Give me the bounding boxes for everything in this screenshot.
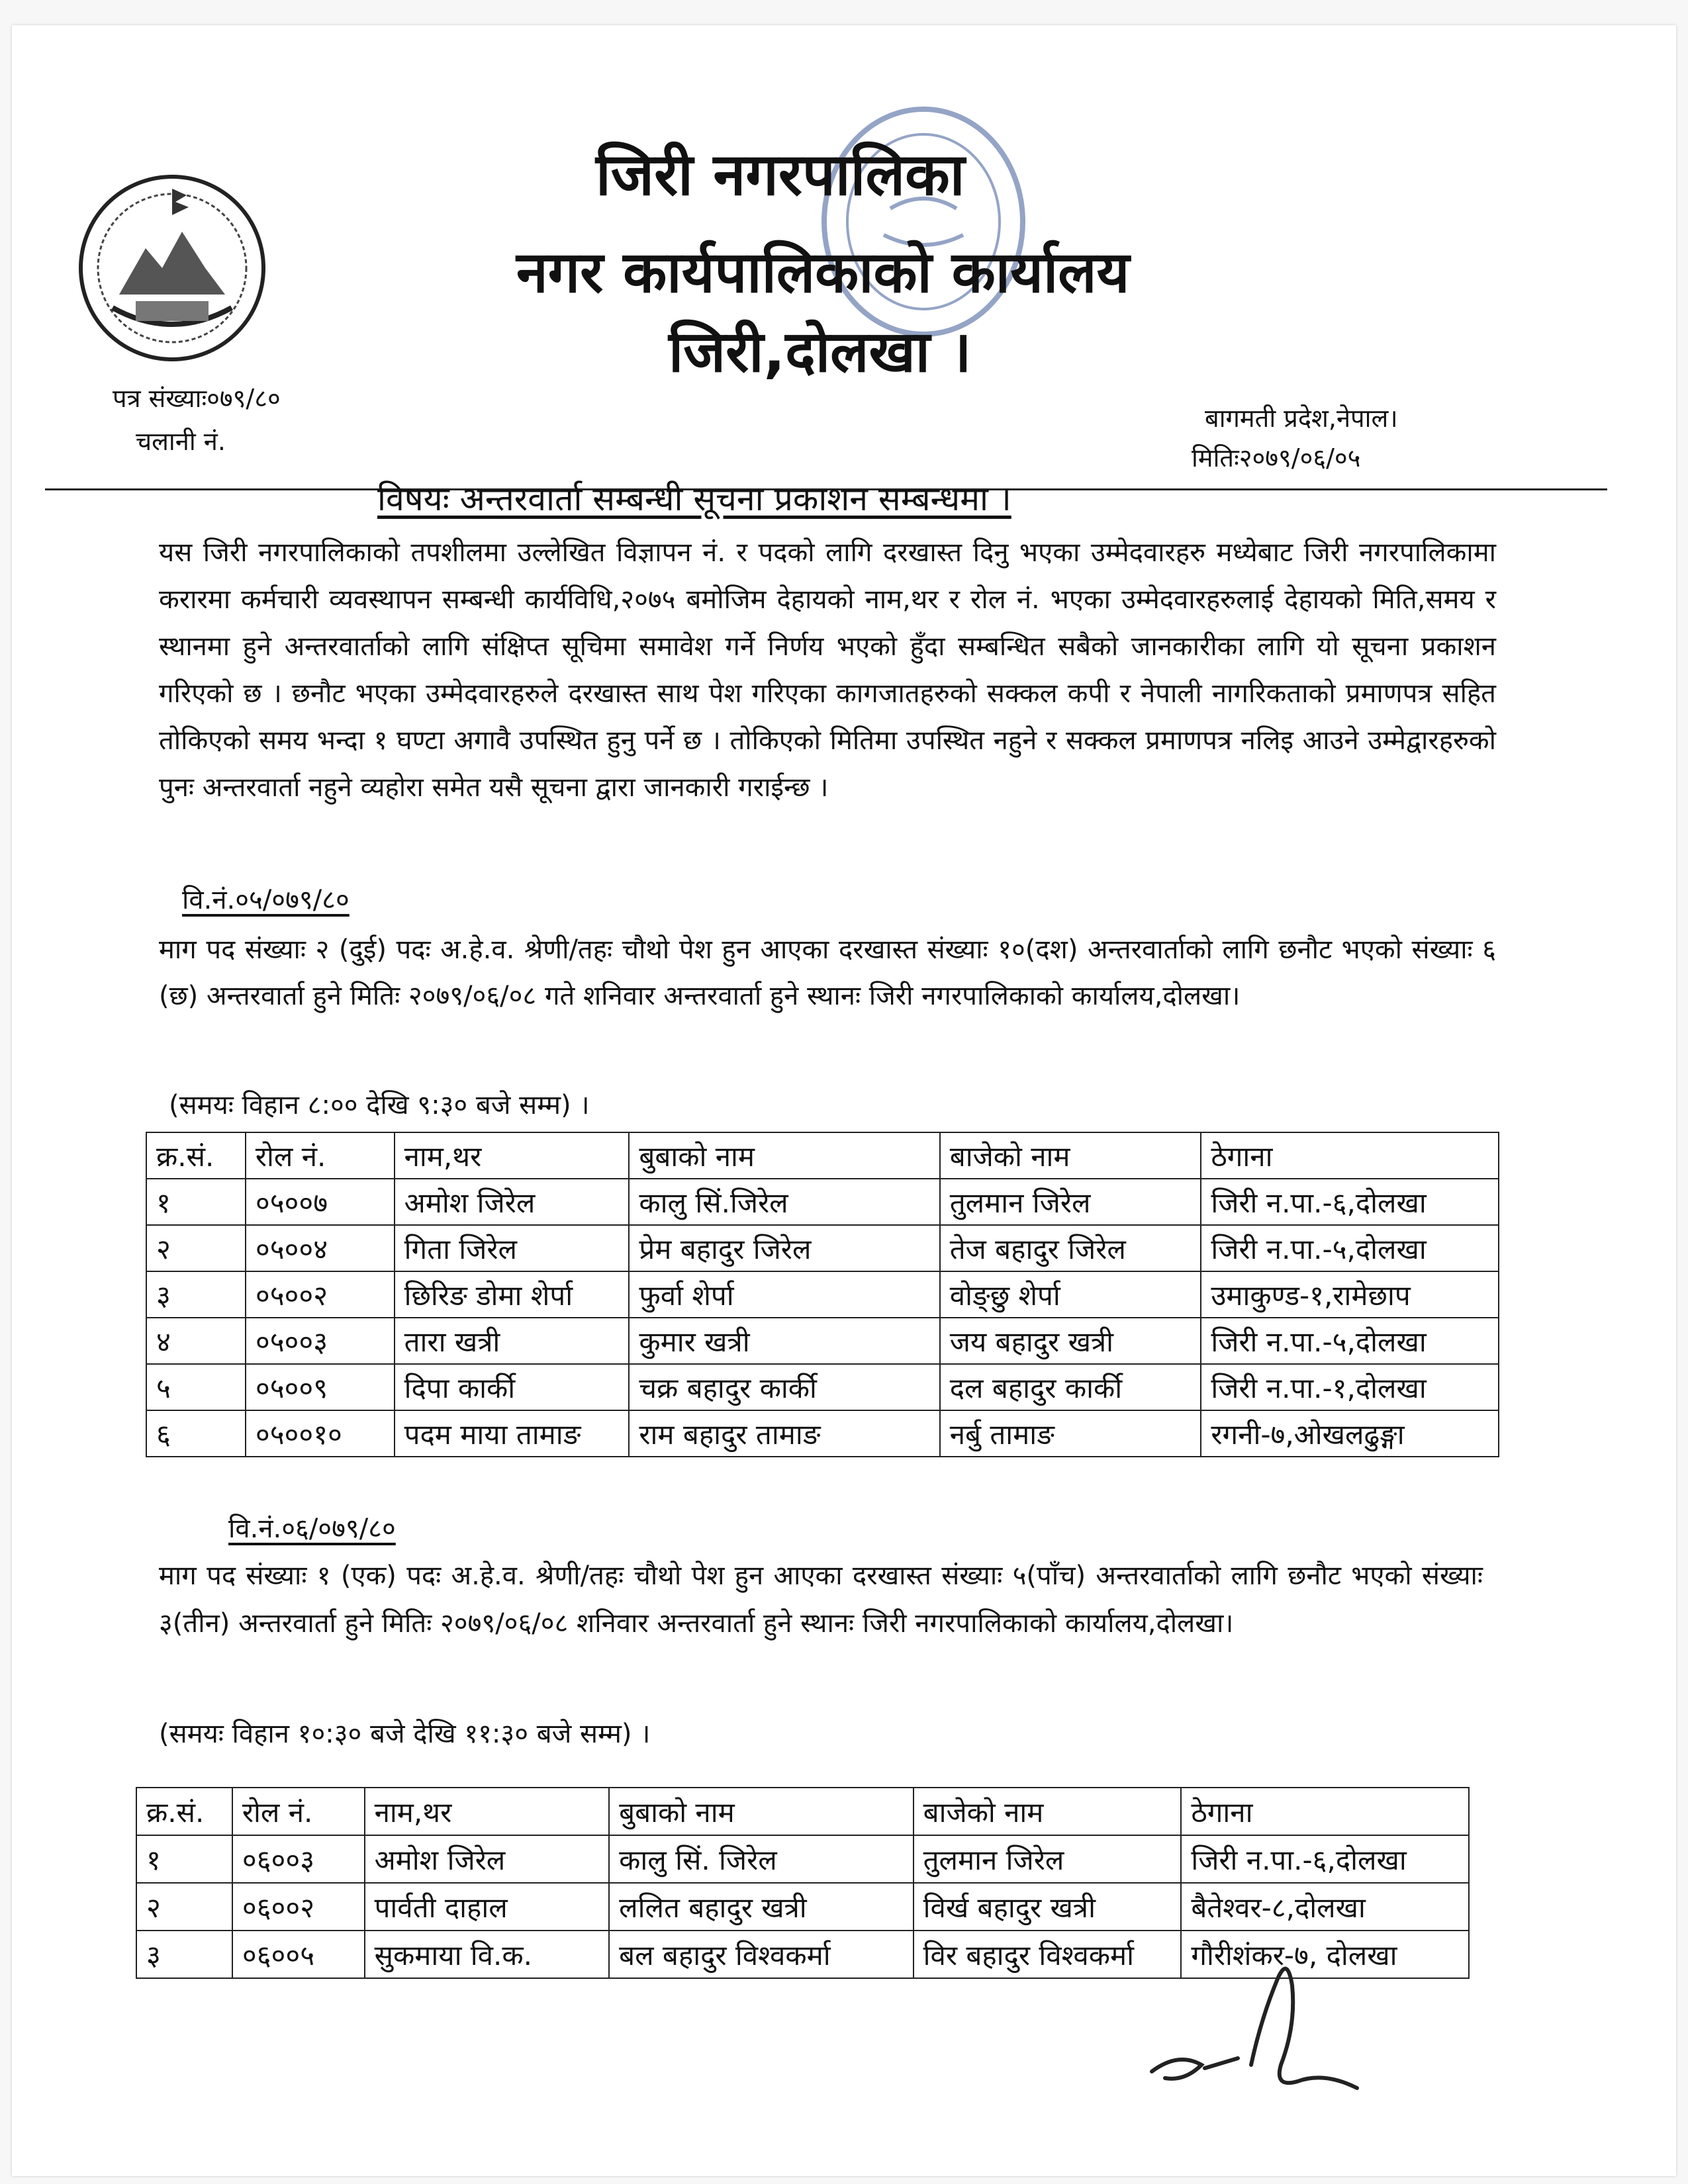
grandfather-name-cell: दल बहादुर कार्की (940, 1364, 1201, 1410)
table-row (146, 1179, 1499, 1225)
serial-cell: ३ (146, 1271, 246, 1318)
table-header-row (136, 1788, 1469, 1835)
column-header: क्र.सं. (146, 1132, 246, 1179)
notice-body: यस जिरी नगरपालिकाको तपशीलमा उल्लेखित विज्ञापन नं. र पदको लागि दरखास्त दिनु भएका उम्मेदवारहरु मध्येबाट जिरी नगरपालिकामा करारमा कर्मचारी व्यवस्थापन सम्बन्धी कार्यविधि,२०७५ बमोजिम देहायको नाम,थर र रोल नं. भएका उम्मेदवारहरुलाई देहायको मिति,समय र स्थानमा हुने अन्तरवार्ताको लागि संक्षिप्त सूचिमा समावेश गर्ने निर्णय भएको हुँदा सम्बन्धित सबैको जानकारीका लागि यो सूचना प्रकाशन गरिएको छ । छनौट भएका उम्मेदवारहरुले दरखास्त साथ पेश गरिएका कागजातहरुको सक्कल कपी र नेपाली नागरिकताको प्रमाणपत्र सहित तोकिएको समय भन्दा १ घण्टा अगावै उपस्थित हुनु पर्ने छ । तोकिएको मितिमा उपस्थित नहुने र सक्कल प्रमाणपत्र नलिइ आउने उम्मेद्वारहरुको पुनः अन्तरवार्ता नहुने व्यहोरा समेत यसै सूचना द्वारा जानकारी गराईन्छ । (159, 537, 1496, 803)
address-cell: रगनी-७,ओखलढुङ्गा (1201, 1410, 1499, 1457)
father-name-cell: कालु सिं.जिरेल (629, 1179, 939, 1225)
address-cell: जिरी न.पा.-६,दोलखा (1201, 1179, 1499, 1225)
interview-time: (समयः विहान ८:०० देखि ९:३० बजे सम्म) । (169, 1090, 590, 1120)
table-row (146, 1318, 1499, 1364)
serial-cell: २ (146, 1225, 246, 1271)
column-header: क्र.सं. (136, 1788, 232, 1835)
name-cell: अमोश जिरेल (395, 1179, 630, 1225)
name-cell: पार्वती दाहाल (365, 1883, 610, 1931)
candidate-table (146, 1132, 1499, 1457)
roll-no-cell: ०५००७ (246, 1179, 395, 1225)
father-name-cell: राम बहादुर तामाङ (629, 1410, 939, 1457)
name-cell: तारा खत्री (395, 1318, 630, 1364)
father-name-cell: प्रेम बहादुर जिरेल (629, 1225, 939, 1271)
name-cell: सुकमाया वि.क. (365, 1931, 610, 1978)
serial-cell: ४ (146, 1318, 246, 1364)
roll-no-cell: ०६००५ (232, 1931, 365, 1978)
father-name-cell: कालु सिं. जिरेल (609, 1835, 913, 1883)
notice-subject: विषयः अन्तरवार्ता सम्बन्धी सूचना प्रकाशन सम्बन्धमा । (377, 480, 1011, 518)
father-name-cell: चक्र बहादुर कार्की (629, 1364, 939, 1410)
column-header: बाजेको नाम (914, 1788, 1182, 1835)
father-name-cell: फुर्वा शेर्पा (629, 1271, 939, 1318)
column-header: बुबाको नाम (609, 1788, 913, 1835)
column-header: बुबाको नाम (629, 1132, 939, 1179)
roll-no-cell: ०५००४ (246, 1225, 395, 1271)
serial-cell: २ (136, 1883, 232, 1931)
office-name-line3: जिरी,दोलखा । (669, 319, 972, 385)
father-name-cell: बल बहादुर विश्वकर्मा (609, 1931, 913, 1978)
address-cell: जिरी न.पा.-६,दोलखा (1181, 1835, 1469, 1883)
father-name-cell: कुमार खत्री (629, 1318, 939, 1364)
province-label: बागमती प्रदेश,नेपाल। (1205, 404, 1398, 433)
table-row (146, 1364, 1499, 1410)
column-header: रोल नं. (246, 1132, 395, 1179)
serial-cell: १ (146, 1179, 246, 1225)
grandfather-name-cell: तेज बहादुर जिरेल (940, 1225, 1201, 1271)
table-row (136, 1835, 1469, 1883)
column-header: ठेगाना (1201, 1132, 1499, 1179)
roll-no-cell: ०६००२ (232, 1883, 365, 1931)
table-row (146, 1225, 1499, 1271)
address-cell: बैतेश्वर-८,दोलखा (1181, 1883, 1469, 1931)
dispatch-number: चलानी नं. (136, 427, 226, 456)
name-cell: पदम माया तामाङ (395, 1410, 630, 1457)
column-header: नाम,थर (365, 1788, 610, 1835)
address-cell: जिरी न.पा.-५,दोलखा (1201, 1225, 1499, 1271)
serial-cell: ५ (146, 1364, 246, 1410)
name-cell: गिता जिरेल (395, 1225, 630, 1271)
grandfather-name-cell: विर बहादुर विश्वकर्मा (914, 1931, 1182, 1978)
roll-no-cell: ०५००३ (246, 1318, 395, 1364)
roll-no-cell: ०५००९ (246, 1364, 395, 1410)
office-name-line2: नगर कार्यपालिकाको कार्यालय (516, 240, 1130, 306)
advertisement-number: वि.नं.०५/०७९/८० (182, 885, 350, 915)
signature (1139, 1939, 1390, 2105)
column-header: नाम,थर (395, 1132, 630, 1179)
father-name-cell: ललित बहादुर खत्री (609, 1883, 913, 1931)
grandfather-name-cell: तुलमान जिरेल (940, 1179, 1201, 1225)
notice-date: मितिः२०७९/०६/०५ (1192, 443, 1361, 473)
advertisement-number: वि.नं.०६/०७९/८० (228, 1514, 396, 1544)
table-header-row (146, 1132, 1499, 1179)
roll-no-cell: ०६००३ (232, 1835, 365, 1883)
table-row (136, 1883, 1469, 1931)
advertisement-details: माग पद संख्याः १ (एक) पदः अ.हे.व. श्रेणी/तहः चौथो पेश हुन आएका दरखास्त संख्याः ५(पाँच) अन्तरवार्ताको लागि छनौट भएको संख्याः ३(तीन) अन्तरवार्ता हुने मितिः २०७९/०६/०८ शनिवार अन्तरवार्ता हुने स्थानः जिरी नगरपालिकाको कार्यालय,दोलखा। (159, 1561, 1483, 1639)
grandfather-name-cell: जय बहादुर खत्री (940, 1318, 1201, 1364)
name-cell: छिरिङ डोमा शेर्पा (395, 1271, 630, 1318)
nepal-emblem-icon (73, 169, 271, 367)
serial-cell: ६ (146, 1410, 246, 1457)
column-header: रोल नं. (232, 1788, 365, 1835)
roll-no-cell: ०५००२ (246, 1271, 395, 1318)
address-cell: उमाकुण्ड-१,रामेछाप (1201, 1271, 1499, 1318)
reference-number: पत्र संख्याः०७९/८० (113, 384, 281, 413)
roll-no-cell: ०५००१० (246, 1410, 395, 1457)
serial-cell: १ (136, 1835, 232, 1883)
grandfather-name-cell: वोङ्छु शेर्पा (940, 1271, 1201, 1318)
name-cell: दिपा कार्की (395, 1364, 630, 1410)
grandfather-name-cell: नर्बु तामाङ (940, 1410, 1201, 1457)
column-header: बाजेको नाम (940, 1132, 1201, 1179)
column-header: ठेगाना (1181, 1788, 1469, 1835)
name-cell: अमोश जिरेल (365, 1835, 610, 1883)
interview-time: (समयः विहान १०:३० बजे देखि ११:३० बजे सम्म) । (159, 1719, 651, 1749)
table-row (146, 1410, 1499, 1457)
address-cell: जिरी न.पा.-५,दोलखा (1201, 1318, 1499, 1364)
office-name-line1: जिरी नगरपालिका (596, 140, 965, 208)
grandfather-name-cell: विर्ख बहादुर खत्री (914, 1883, 1182, 1931)
table-row (146, 1271, 1499, 1318)
serial-cell: ३ (136, 1931, 232, 1978)
address-cell: गौरीशंकर-७, दोलखा (1181, 1931, 1469, 1978)
address-cell: जिरी न.पा.-१,दोलखा (1201, 1364, 1499, 1410)
grandfather-name-cell: तुलमान जिरेल (914, 1835, 1182, 1883)
advertisement-details: माग पद संख्याः २ (दुई) पदः अ.हे.व. श्रेणी/तहः चौथो पेश हुन आएका दरखास्त संख्याः १०(दश) अन्तरवार्ताको लागि छनौट भएको संख्याः ६ (छ) अन्तरवार्ता हुने मितिः २०७९/०६/०८ गते शनिवार अन्तरवार्ता हुने स्थानः जिरी नगरपालिकाको कार्यालय,दोलखा। (159, 934, 1496, 1011)
